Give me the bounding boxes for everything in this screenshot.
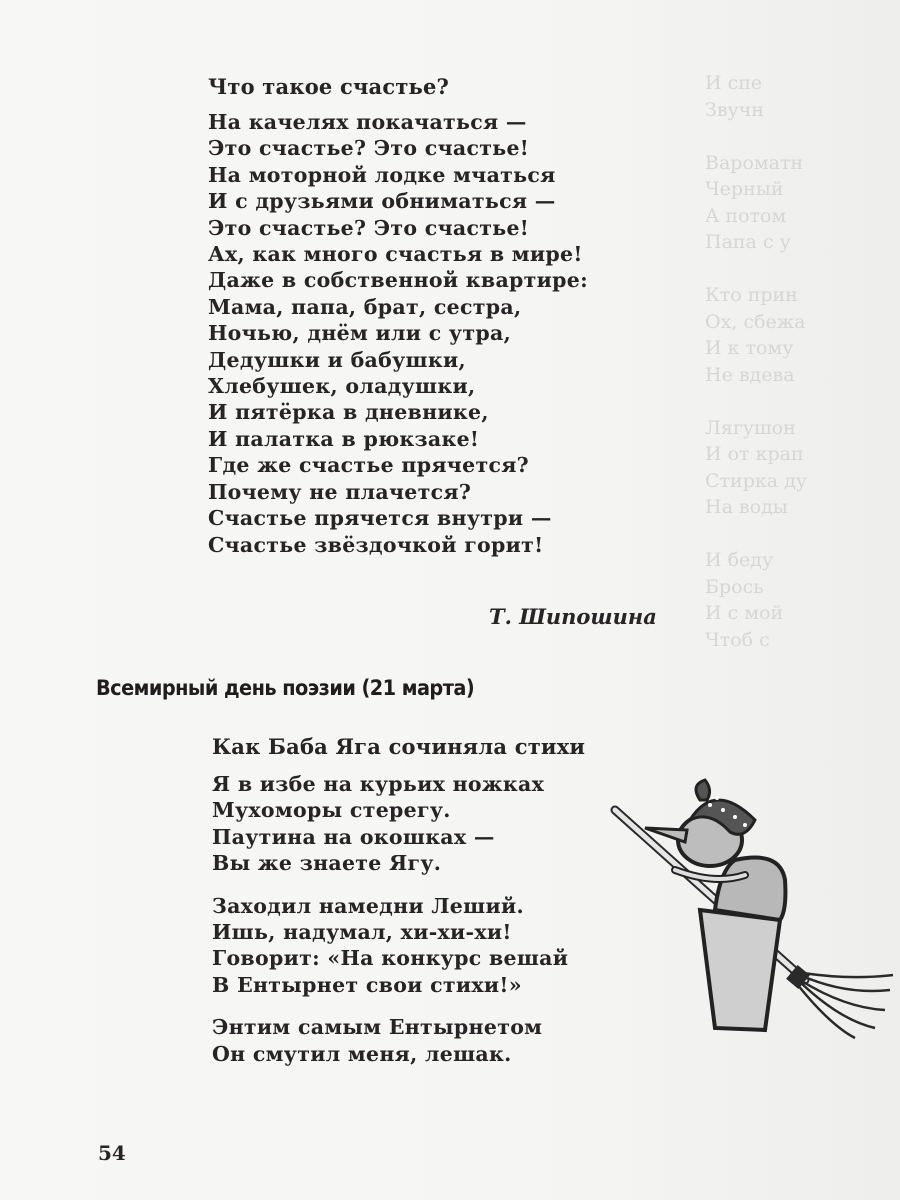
poem-line: Дедушки и бабушки, (208, 347, 466, 372)
poem-line: И с друзьями обниматься — (208, 189, 556, 214)
poem-line: И палатка в рюкзаке! (208, 426, 480, 451)
poem-line: Хлебушек, оладушки, (208, 374, 476, 399)
poem-line: И пятёрка в дневнике, (208, 400, 489, 425)
poem-line: Мухоморы стерегу. (212, 798, 451, 823)
poem-line: Счастье прячется внутри — (208, 506, 552, 531)
page-number: 54 (98, 1141, 126, 1165)
poem-title: Как Баба Яга сочиняла стихи (212, 734, 586, 759)
stanza (212, 1014, 585, 1067)
stanza (212, 771, 585, 877)
poem-what-is-happiness (208, 74, 588, 558)
poem-line: Где же счастье прячется? (208, 453, 529, 478)
poem-line: Мама, папа, брат, сестра, (208, 294, 522, 319)
poem-title: Что такое счастье? (208, 74, 450, 99)
stanza (212, 893, 585, 999)
poem-line: Ах, как много счастья в мире! (208, 242, 583, 267)
bleed-through-text: И спе Звучн Вароматн Черный А потом Папа с у Кто прин Ох, сбежа И к тому Не вдева Лягушон И от крап Стирка ду На воды И беду Брось И с мой Чтоб с (705, 72, 807, 651)
poem-line: На моторной лодке мчаться (208, 162, 556, 187)
baba-yaga-illustration (605, 770, 895, 1050)
poem-author: Т. Шипошина (489, 604, 657, 629)
poem-line: Говорит: «На конкурс вешай (212, 946, 569, 971)
poem-line: Счастье звёздочкой горит! (208, 532, 544, 557)
poem-line: Вы же знаете Ягу. (212, 851, 442, 876)
poem-line: Я в избе на курьих ножках (212, 772, 545, 796)
poem-line: Паутина на окошках — (212, 824, 495, 849)
poem-line: Заходил намедни Леший. (212, 893, 524, 918)
poem-line: Ночью, днём или с утра, (208, 321, 512, 346)
poem-line: Энтим самым Ентырнетом (212, 1015, 543, 1040)
poem-line: Это счастье? Это счастье! (208, 136, 530, 161)
poem-baba-yaga (212, 734, 585, 1083)
poem-line: Почему не плачется? (208, 479, 472, 504)
poem-line: Это счастье? Это счастье! (208, 215, 530, 240)
poem-line: В Ентырнет свои стихи!» (212, 972, 522, 997)
poem-line: Ишь, надумал, хи-хи-хи! (212, 920, 512, 945)
section-heading: Всемирный день поэзии (21 марта) (96, 676, 475, 700)
poem-line: Он смутил меня, лешак. (212, 1041, 512, 1066)
poem-line: На качелях покачаться — (208, 110, 527, 134)
poem-line: Даже в собственной квартире: (208, 268, 589, 293)
